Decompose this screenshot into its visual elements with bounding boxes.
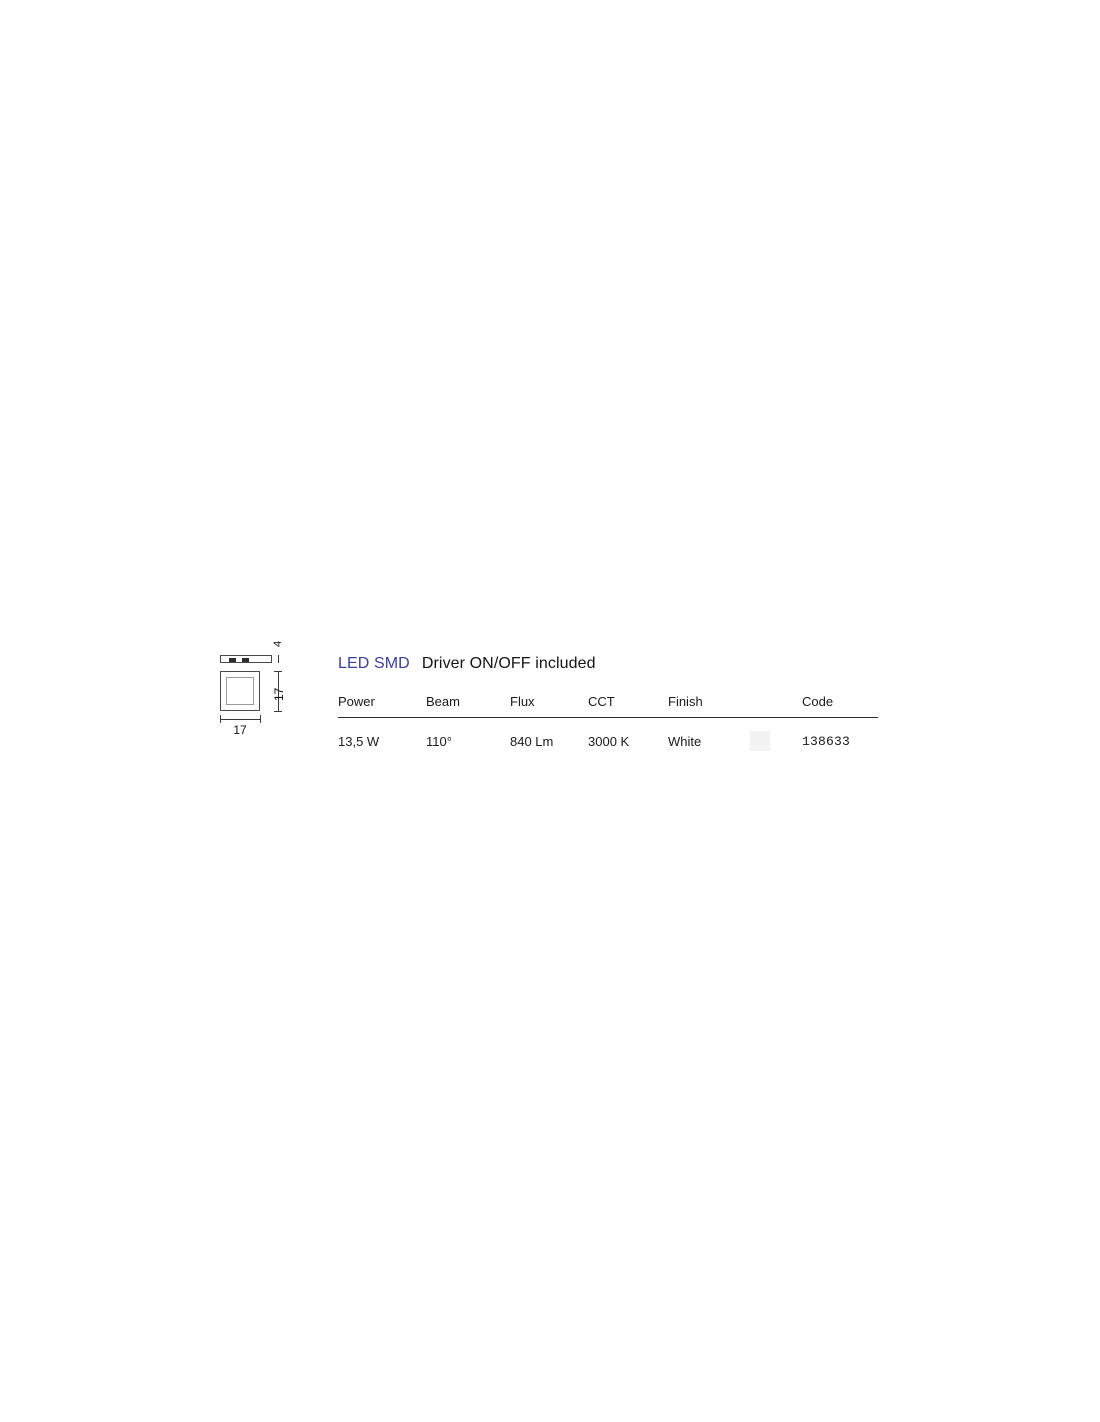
spec-table [338, 694, 878, 751]
header-beam: Beam [426, 694, 510, 718]
width-dimension-tick-right [260, 715, 261, 723]
table-header-row [338, 694, 878, 718]
width-dimension-line [220, 719, 260, 720]
side-view-strip-icon [220, 655, 272, 663]
table-row [338, 718, 878, 752]
cell-flux: 840 Lm [510, 733, 554, 749]
cell-swatch [750, 718, 802, 752]
width-dimension-label: 17 [233, 723, 247, 737]
header-cct: CCT [588, 694, 668, 718]
front-view-square-icon [220, 671, 260, 711]
header-power: Power [338, 694, 426, 718]
front-view-square-inner-icon [226, 677, 254, 705]
led-type-label: LED SMD [338, 655, 410, 672]
finish-color-swatch [750, 731, 770, 751]
depth-dimension-label: 4 [272, 640, 284, 647]
height-dimension-tick-bottom [274, 711, 282, 712]
driver-note-label: Driver ON/OFF included [421, 655, 596, 672]
cell-power: 13,5 W [338, 733, 380, 749]
height-dimension-label: 17 [272, 687, 286, 701]
height-dimension-tick-top [274, 671, 282, 672]
header-finish: Finish [668, 694, 750, 718]
cell-beam: 110° [426, 733, 452, 749]
header-code: Code [802, 694, 878, 718]
cell-code: 138633 [802, 733, 851, 749]
strip-notch-right-icon [242, 658, 249, 662]
strip-notch-left-icon [229, 658, 236, 662]
width-dimension-tick-left [220, 715, 221, 723]
depth-dimension-line [278, 655, 279, 663]
header-swatch [750, 694, 802, 718]
product-header [338, 655, 596, 673]
cell-cct: 3000 K [588, 733, 630, 749]
cell-finish: White [668, 733, 702, 749]
dimension-drawing [206, 640, 316, 740]
header-flux: Flux [510, 694, 588, 718]
